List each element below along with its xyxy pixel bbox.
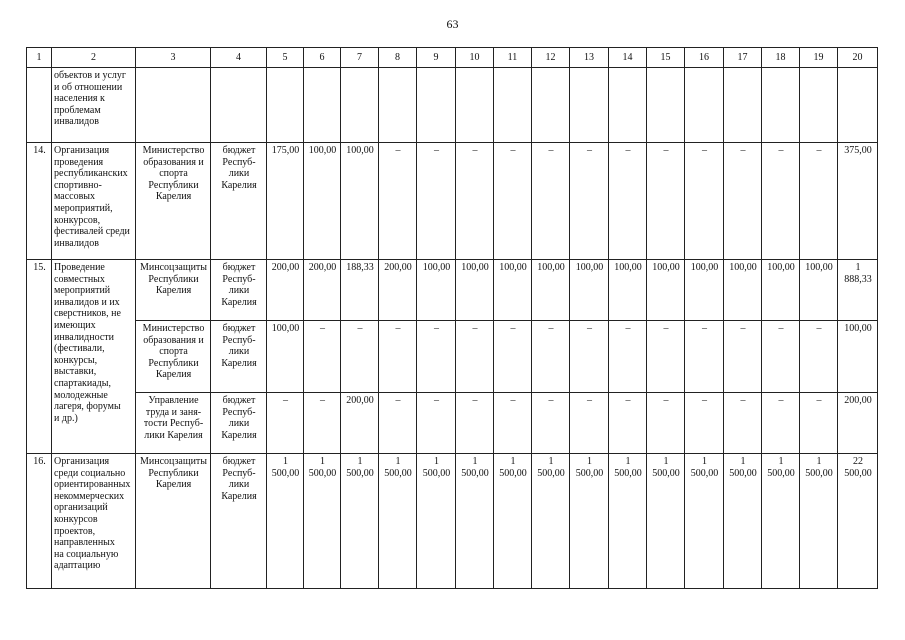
year-amount-cell [494,68,532,143]
year-amount-cell: – [800,321,838,393]
total-amount-cell: 375,00 [838,143,878,260]
year-amount-cell: 188,33 [341,260,379,321]
year-amount-cell: 200,00 [267,260,304,321]
year-amount-cell: – [800,393,838,454]
funding-source-cell: бюджет Респуб- лики Карелия [211,260,267,321]
executor-cell [136,68,211,143]
funding-source-cell: бюджет Респуб- лики Карелия [211,393,267,454]
column-number-cell: 16 [685,48,724,68]
year-amount-cell: 1 500,00 [685,454,724,589]
year-amount-cell: 200,00 [304,260,341,321]
year-amount-cell: – [379,321,417,393]
table-row [27,321,878,393]
executor-cell: Минсоцзащиты Республики Карелия [136,454,211,589]
year-amount-cell [304,68,341,143]
year-amount-cell: 1 500,00 [724,454,762,589]
year-amount-cell [800,68,838,143]
year-amount-cell: – [724,321,762,393]
row-number-cell [27,68,52,143]
page-number: 63 [446,17,459,31]
year-amount-cell: 100,00 [800,260,838,321]
column-number-cell: 14 [609,48,647,68]
total-amount-cell: 1 888,33 [838,260,878,321]
year-amount-cell: – [494,393,532,454]
executor-cell: Минсоцзащиты Республики Карелия [136,260,211,321]
year-amount-cell: 100,00 [494,260,532,321]
funding-source-cell: бюджет Респуб- лики Карелия [211,321,267,393]
column-number-cell: 2 [52,48,136,68]
year-amount-cell: 1 500,00 [494,454,532,589]
year-amount-cell: – [532,321,570,393]
year-amount-cell: – [417,393,456,454]
program-table [26,47,878,589]
year-amount-cell [267,68,304,143]
funding-source-cell [211,68,267,143]
year-amount-cell: – [417,321,456,393]
year-amount-cell: 100,00 [456,260,494,321]
year-amount-cell: – [456,393,494,454]
year-amount-cell: – [532,393,570,454]
year-amount-cell: – [456,321,494,393]
year-amount-cell: – [494,143,532,260]
row-number-cell: 15. [27,260,52,454]
year-amount-cell [724,68,762,143]
table-row [27,454,878,589]
year-amount-cell: – [341,321,379,393]
year-amount-cell: – [570,321,609,393]
year-amount-cell: 1 500,00 [304,454,341,589]
year-amount-cell: 1 500,00 [647,454,685,589]
year-amount-cell: 1 500,00 [456,454,494,589]
column-number-cell: 3 [136,48,211,68]
year-amount-cell: – [724,393,762,454]
table-row [27,68,878,143]
column-number-cell: 19 [800,48,838,68]
year-amount-cell: 100,00 [609,260,647,321]
column-number-header-row [27,48,878,68]
column-number-cell: 18 [762,48,800,68]
column-number-cell: 11 [494,48,532,68]
year-amount-cell: – [532,143,570,260]
executor-cell: Министерство образования и спорта Республики Карелия [136,143,211,260]
row-number-cell: 16. [27,454,52,589]
year-amount-cell: 100,00 [685,260,724,321]
activity-name-cell: Организация среди социально ориентированных некоммерческих организаций конкурсов проектов, направленных на социальную адаптацию [52,454,136,589]
column-number-cell: 12 [532,48,570,68]
year-amount-cell: – [570,143,609,260]
year-amount-cell: 100,00 [724,260,762,321]
year-amount-cell: 1 500,00 [267,454,304,589]
year-amount-cell: – [685,393,724,454]
executor-cell: Министерство образования и спорта Республики Карелия [136,321,211,393]
year-amount-cell: – [762,393,800,454]
column-number-cell: 20 [838,48,878,68]
total-amount-cell: 200,00 [838,393,878,454]
year-amount-cell: – [762,143,800,260]
year-amount-cell [762,68,800,143]
activity-name-cell: Проведение совместных мероприятий инвалидов и их сверстников, не имеющих инвалидности (фестивали, конкурсы, выставки, спартакиады, молодежные лагеря, форумы и др.) [52,260,136,454]
year-amount-cell: 1 500,00 [570,454,609,589]
column-number-cell: 15 [647,48,685,68]
column-number-cell: 6 [304,48,341,68]
funding-source-cell: бюджет Респуб- лики Карелия [211,143,267,260]
year-amount-cell: – [417,143,456,260]
year-amount-cell [417,68,456,143]
year-amount-cell: – [800,143,838,260]
column-number-cell: 10 [456,48,494,68]
column-number-cell: 4 [211,48,267,68]
year-amount-cell: – [494,321,532,393]
year-amount-cell: 1 500,00 [762,454,800,589]
year-amount-cell: – [609,321,647,393]
year-amount-cell: 1 500,00 [800,454,838,589]
year-amount-cell: – [685,321,724,393]
column-number-cell: 7 [341,48,379,68]
year-amount-cell: 100,00 [417,260,456,321]
year-amount-cell: 1 500,00 [609,454,647,589]
column-number-cell: 13 [570,48,609,68]
year-amount-cell: – [379,393,417,454]
year-amount-cell: 1 500,00 [341,454,379,589]
year-amount-cell: – [647,393,685,454]
year-amount-cell: – [724,143,762,260]
year-amount-cell: – [762,321,800,393]
year-amount-cell: – [647,321,685,393]
year-amount-cell [341,68,379,143]
column-number-cell: 5 [267,48,304,68]
year-amount-cell [570,68,609,143]
year-amount-cell: 1 500,00 [379,454,417,589]
year-amount-cell: 100,00 [304,143,341,260]
year-amount-cell [532,68,570,143]
year-amount-cell: – [609,143,647,260]
year-amount-cell: 1 500,00 [417,454,456,589]
year-amount-cell: 200,00 [379,260,417,321]
table-row [27,393,878,454]
activity-name-cell: Организация проведения республиканских спортивно- массовых мероприятий, конкурсов, фестивалей среди инвалидов [52,143,136,260]
column-number-cell: 9 [417,48,456,68]
year-amount-cell: 100,00 [267,321,304,393]
year-amount-cell: 100,00 [570,260,609,321]
year-amount-cell: 1 500,00 [532,454,570,589]
year-amount-cell: – [379,143,417,260]
year-amount-cell [456,68,494,143]
year-amount-cell: – [685,143,724,260]
table-row [27,143,878,260]
year-amount-cell [685,68,724,143]
year-amount-cell: – [609,393,647,454]
column-number-cell: 17 [724,48,762,68]
total-amount-cell: 22 500,00 [838,454,878,589]
row-number-cell: 14. [27,143,52,260]
year-amount-cell [379,68,417,143]
total-amount-cell [838,68,878,143]
year-amount-cell: 100,00 [762,260,800,321]
year-amount-cell: – [570,393,609,454]
funding-source-cell: бюджет Респуб- лики Карелия [211,454,267,589]
year-amount-cell: 200,00 [341,393,379,454]
year-amount-cell [647,68,685,143]
executor-cell: Управление труда и заня- тости Респуб- лики Карелия [136,393,211,454]
year-amount-cell: – [304,321,341,393]
activity-name-cell: объектов и услуг и об отношении населения к проблемам инвалидов [52,68,136,143]
table-row [27,260,878,321]
total-amount-cell: 100,00 [838,321,878,393]
column-number-cell: 8 [379,48,417,68]
year-amount-cell: – [267,393,304,454]
year-amount-cell: 100,00 [341,143,379,260]
year-amount-cell: 100,00 [647,260,685,321]
column-number-cell: 1 [27,48,52,68]
year-amount-cell: 100,00 [532,260,570,321]
year-amount-cell: – [304,393,341,454]
year-amount-cell: 175,00 [267,143,304,260]
year-amount-cell [609,68,647,143]
year-amount-cell: – [647,143,685,260]
year-amount-cell: – [456,143,494,260]
